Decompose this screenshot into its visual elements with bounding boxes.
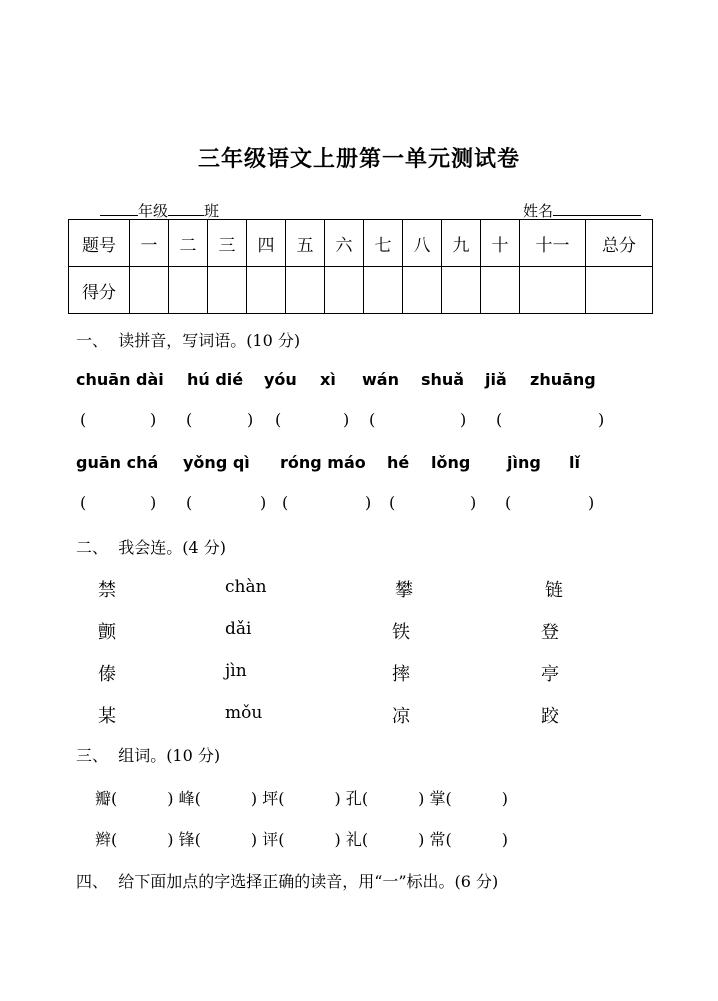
answer-paren-open: ( bbox=[186, 493, 193, 512]
score-cell[interactable] bbox=[169, 267, 208, 314]
pinyin-item: hú dié bbox=[187, 370, 244, 389]
zuci-paren-open: ( bbox=[278, 830, 285, 849]
header-cell: 六 bbox=[325, 220, 364, 267]
header-cell: 二 bbox=[169, 220, 208, 267]
zuci-paren-open: ( bbox=[194, 789, 201, 808]
zuci-paren-open: ( bbox=[445, 830, 452, 849]
zuci-paren-close: ) bbox=[334, 830, 341, 849]
answer-paren-open: ( bbox=[496, 410, 503, 429]
pinyin-item: yóu bbox=[264, 370, 297, 389]
pinyin-item: wán bbox=[362, 370, 399, 389]
header-cell: 十一 bbox=[520, 220, 586, 267]
zuci-paren-close: ) bbox=[501, 789, 508, 808]
match-character[interactable]: 某 bbox=[98, 706, 116, 727]
zuci-paren-close: ) bbox=[250, 830, 258, 849]
zuci-character: 常 bbox=[429, 830, 446, 849]
answer-paren-open: ( bbox=[282, 493, 289, 512]
pinyin-item: yǒng qì bbox=[183, 453, 250, 472]
zuci-paren-open: ( bbox=[361, 789, 369, 808]
name-line bbox=[523, 200, 641, 221]
pinyin-item: jiǎ bbox=[485, 370, 507, 389]
match-character[interactable]: 亭 bbox=[541, 664, 559, 685]
header-cell: 三 bbox=[208, 220, 247, 267]
header-cell: 七 bbox=[364, 220, 403, 267]
score-cell[interactable] bbox=[586, 267, 653, 314]
header-cell: 四 bbox=[247, 220, 286, 267]
header-cell: 九 bbox=[442, 220, 481, 267]
pinyin-item: jìng bbox=[507, 453, 541, 472]
zuci-paren-close: ) bbox=[334, 789, 341, 808]
score-cell[interactable] bbox=[442, 267, 481, 314]
header-cell: 五 bbox=[286, 220, 325, 267]
section-2-heading bbox=[76, 535, 226, 558]
answer-paren-open: ( bbox=[505, 493, 512, 512]
match-pinyin[interactable]: mǒu bbox=[225, 703, 263, 723]
name-label: 姓名 bbox=[523, 202, 554, 220]
score-cell[interactable] bbox=[364, 267, 403, 314]
score-table-score-row bbox=[69, 267, 653, 314]
pinyin-item: shuǎ bbox=[421, 370, 465, 389]
page-title: 三年级语文上册第一单元测试卷 bbox=[197, 146, 520, 172]
section-4-heading bbox=[76, 869, 498, 892]
answer-paren-close: ) bbox=[150, 410, 157, 429]
match-character[interactable]: 登 bbox=[541, 622, 559, 643]
zuci-paren-open: ( bbox=[278, 789, 285, 808]
answer-paren-close: ) bbox=[588, 493, 595, 512]
answer-paren-close: ) bbox=[343, 410, 350, 429]
pinyin-item: xì bbox=[320, 370, 336, 389]
score-cell[interactable] bbox=[130, 267, 169, 314]
zuci-paren-open: ( bbox=[361, 830, 369, 849]
zuci-paren-open: ( bbox=[445, 789, 452, 808]
match-character[interactable]: 攀 bbox=[395, 580, 413, 601]
header-cell: 一 bbox=[130, 220, 169, 267]
zuci-row-1 bbox=[95, 786, 508, 809]
score-cell[interactable] bbox=[325, 267, 364, 314]
match-character[interactable]: 凉 bbox=[392, 706, 410, 727]
section-instruction: 我会连。(4 分) bbox=[118, 538, 226, 557]
zuci-paren-close: ) bbox=[418, 830, 425, 849]
score-cell[interactable] bbox=[247, 267, 286, 314]
section-number: 二、 bbox=[76, 538, 109, 557]
pinyin-item: chuān dài bbox=[76, 370, 164, 389]
header-cell: 题号 bbox=[69, 220, 130, 267]
header-cell: 十 bbox=[481, 220, 520, 267]
match-pinyin[interactable]: dǎi bbox=[225, 619, 252, 639]
class-blank[interactable] bbox=[168, 201, 204, 216]
answer-paren-open: ( bbox=[80, 493, 87, 512]
score-label-cell: 得分 bbox=[69, 267, 130, 314]
section-number: 三、 bbox=[76, 746, 109, 765]
section-instruction: 给下面加点的字选择正确的读音，用“一”标出。(6 分) bbox=[118, 872, 499, 891]
answer-paren-close: ) bbox=[260, 493, 267, 512]
score-cell[interactable] bbox=[520, 267, 586, 314]
answer-paren-close: ) bbox=[150, 493, 157, 512]
pinyin-item: lǐ bbox=[569, 453, 580, 472]
zuci-character: 锋 bbox=[178, 830, 195, 849]
pinyin-item: lǒng bbox=[431, 453, 471, 472]
zuci-character: 辫 bbox=[95, 830, 112, 849]
zuci-paren-close: ) bbox=[418, 789, 425, 808]
answer-paren-close: ) bbox=[598, 410, 605, 429]
class-label: 班 bbox=[204, 202, 220, 220]
section-instruction: 读拼音，写词语。(10 分) bbox=[118, 331, 301, 350]
section-number: 一、 bbox=[76, 331, 109, 350]
match-character[interactable]: 摔 bbox=[392, 664, 410, 685]
section-number: 四、 bbox=[76, 872, 109, 891]
answer-paren-open: ( bbox=[186, 410, 193, 429]
score-cell[interactable] bbox=[286, 267, 325, 314]
match-character[interactable]: 链 bbox=[545, 580, 563, 601]
pinyin-item: zhuāng bbox=[530, 370, 596, 389]
match-pinyin[interactable]: jìn bbox=[225, 661, 247, 681]
header-cell: 八 bbox=[403, 220, 442, 267]
answer-paren-open: ( bbox=[389, 493, 396, 512]
zuci-character: 掌 bbox=[429, 789, 446, 808]
match-character[interactable]: 颤 bbox=[98, 622, 116, 643]
zuci-paren-close: ) bbox=[167, 830, 174, 849]
zuci-character: 评 bbox=[262, 830, 279, 849]
pinyin-item: guān chá bbox=[76, 453, 159, 472]
pinyin-item: hé bbox=[387, 453, 410, 472]
section-instruction: 组词。(10 分) bbox=[118, 746, 221, 765]
answer-paren-open: ( bbox=[80, 410, 87, 429]
match-character[interactable]: 禁 bbox=[98, 580, 116, 601]
score-table bbox=[68, 219, 653, 314]
name-blank[interactable] bbox=[553, 201, 641, 216]
zuci-paren-close: ) bbox=[250, 789, 258, 808]
answer-paren-close: ) bbox=[365, 493, 372, 512]
match-character[interactable]: 铁 bbox=[392, 622, 410, 643]
match-character[interactable]: 傣 bbox=[98, 664, 116, 685]
score-table-header-row bbox=[69, 220, 653, 267]
match-character[interactable]: 跤 bbox=[541, 706, 559, 727]
grade-class-line bbox=[100, 200, 219, 221]
score-cell[interactable] bbox=[403, 267, 442, 314]
score-cell[interactable] bbox=[481, 267, 520, 314]
answer-paren-close: ) bbox=[247, 410, 254, 429]
score-cell[interactable] bbox=[208, 267, 247, 314]
zuci-character: 坪 bbox=[262, 789, 279, 808]
zuci-paren-open: ( bbox=[111, 830, 118, 849]
zuci-character: 孔 bbox=[345, 789, 362, 808]
zuci-paren-close: ) bbox=[501, 830, 508, 849]
zuci-character: 瓣 bbox=[95, 789, 112, 808]
answer-paren-close: ) bbox=[460, 410, 467, 429]
zuci-paren-open: ( bbox=[194, 830, 201, 849]
grade-label: 年级 bbox=[138, 202, 169, 220]
zuci-paren-open: ( bbox=[111, 789, 118, 808]
answer-paren-close: ) bbox=[470, 493, 477, 512]
section-1-heading bbox=[76, 328, 300, 351]
answer-paren-open: ( bbox=[275, 410, 282, 429]
answer-paren-open: ( bbox=[369, 410, 376, 429]
zuci-character: 礼 bbox=[345, 830, 362, 849]
grade-blank[interactable] bbox=[100, 201, 138, 216]
zuci-row-2 bbox=[95, 827, 508, 850]
header-cell: 总分 bbox=[586, 220, 653, 267]
match-pinyin[interactable]: chàn bbox=[225, 577, 267, 597]
section-3-heading bbox=[76, 743, 220, 766]
zuci-paren-close: ) bbox=[167, 789, 174, 808]
zuci-character: 峰 bbox=[178, 789, 195, 808]
pinyin-item: róng máo bbox=[280, 453, 366, 472]
